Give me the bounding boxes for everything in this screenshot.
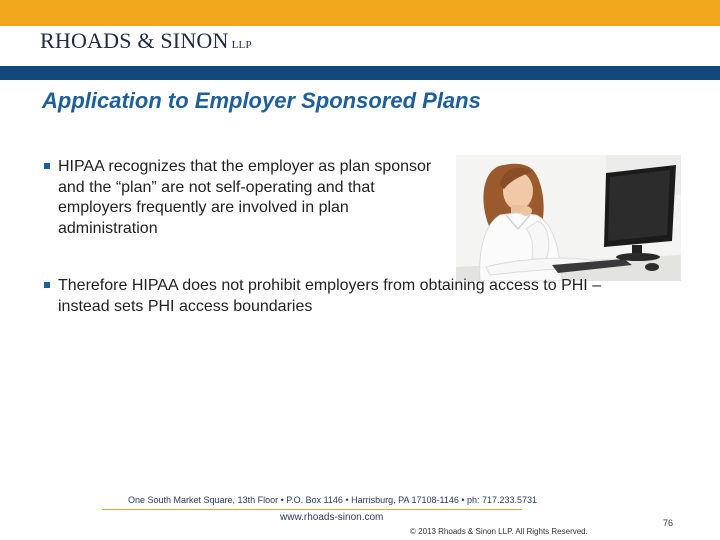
bullet-square-icon [44, 163, 50, 169]
bullet-item [44, 276, 644, 317]
bullet-square-icon [44, 282, 50, 288]
copyright-notice: © 2013 Rhoads & Sinon LLP. All Rights Reserved. [410, 527, 588, 536]
slide-title: Application to Employer Sponsored Plans [42, 88, 481, 113]
brand-suffix: LLP [231, 39, 252, 51]
bullet-item [44, 157, 434, 239]
footer-divider [102, 509, 522, 510]
footer-address: One South Market Square, 13th Floor • P.O. Box 1146 • Harrisburg, PA 17108-1146 • ph: 717.233.5731 [128, 495, 538, 505]
woman-at-computer-photo [456, 155, 681, 281]
top-accent-bar [0, 0, 720, 26]
brand-logo [40, 28, 252, 54]
bullet-text: Therefore HIPAA does not prohibit employers from obtaining access to PHI – instead sets PHI access boundaries [58, 277, 602, 315]
bullet-text: HIPAA recognizes that the employer as plan sponsor and the “plan” are not self-operating and that employers frequently are involved in plan administration [58, 158, 432, 237]
page-number: 76 [663, 518, 674, 528]
header-divider-bar [0, 66, 720, 80]
brand-name: RHOADS & SINON [40, 28, 229, 53]
footer-website-link[interactable]: www.rhoads-sinon.com [280, 512, 384, 523]
